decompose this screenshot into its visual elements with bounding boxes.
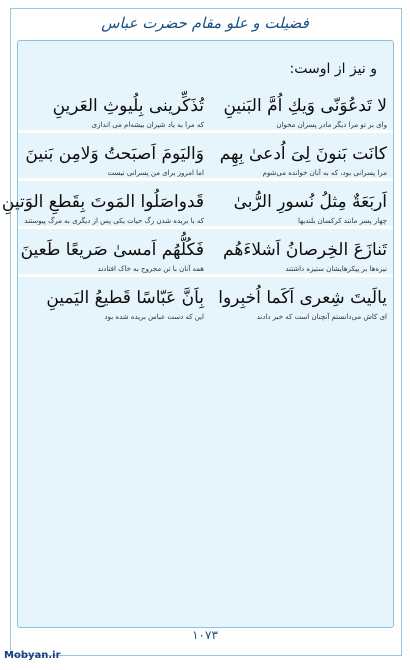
- arabic-verse: فَكُلُّهُم اَمسیٰ صَریعًا طَعینَ: [20, 240, 204, 260]
- row-divider: [18, 274, 393, 277]
- persian-translation: ای كاش می‌دانستم آنچنان است كه خبر دادند: [256, 313, 387, 321]
- persian-translation: اما امروز برای من پسرانی نیست: [107, 169, 204, 177]
- couplet-row: [18, 237, 393, 283]
- arabic-verse: یالَیتَ شِعری اَكَما اُخبِروا: [218, 288, 387, 308]
- persian-translation: كه مرا به یاد شیران بیشه‌ام می اندازی: [91, 121, 204, 129]
- persian-translation: مرا پسرانی بود، كه به آنان خوانده می‌شوم: [262, 169, 387, 177]
- persian-translation: كه با بریده شدن رگ حیات یكی پس از دیگری به مرگ پیوستند: [24, 217, 204, 225]
- persian-translation: چهار پسر مانند كركسان بلندیها: [297, 217, 387, 225]
- arabic-verse: بِاَنَّ عَبّاسًا قَطیعُ الیَمینِ: [46, 288, 204, 308]
- row-divider: [18, 130, 393, 133]
- arabic-verse: قَدواصَلُوا المَوتَ بِقَطعِ الوَتینِ: [1, 192, 204, 212]
- left-hemistich: [22, 285, 204, 331]
- intro-text: و نیز از اوست:: [289, 61, 377, 77]
- site-watermark: Mobyan.ir: [4, 650, 61, 661]
- persian-translation: همه آنان با تن مجروح به خاک افتادند: [97, 265, 204, 273]
- couplet-row: [18, 93, 393, 139]
- persian-translation: وای بر تو مرا دیگر مادر پسران مخوان: [276, 121, 387, 129]
- page-number: ۱۰۷۳: [192, 628, 218, 642]
- content-panel: [1, 40, 394, 628]
- couplet-row: [18, 285, 393, 331]
- persian-translation: نیزه‌ها بر پیكرهایشان ستیزه داشتند: [285, 265, 387, 273]
- arabic-verse: تُذَكِّرینی بِلُیوثِ العَرینِ: [52, 96, 204, 116]
- arabic-verse: لا تَدعُوَنّی وَیكِ اُمَّ البَنینِ: [223, 96, 387, 116]
- right-hemistich: [205, 285, 387, 331]
- row-divider: [18, 226, 393, 229]
- arabic-verse: وَالیَومَ اَصبَحتُ وَلامِن بَنینَ: [25, 144, 204, 164]
- couplet-row: [1, 189, 393, 235]
- arabic-verse: تَنازَعَ الخِرصانُ اَشلاءَهُم: [223, 240, 387, 260]
- arabic-verse: كانَت بَنونَ لِیَ اُدعیٰ بِهِم: [219, 144, 387, 164]
- arabic-verse: اَربَعَةٌ مِثلُ نُسورِ الرُّبیٰ: [233, 192, 387, 212]
- page-header: [10, 8, 400, 38]
- couplet-row: [18, 141, 393, 187]
- persian-translation: این كه دست عباس بریده شده بود: [104, 313, 204, 321]
- header-title: فضیلت و علو مقام حضرت عباس: [101, 14, 309, 32]
- row-divider: [18, 178, 393, 181]
